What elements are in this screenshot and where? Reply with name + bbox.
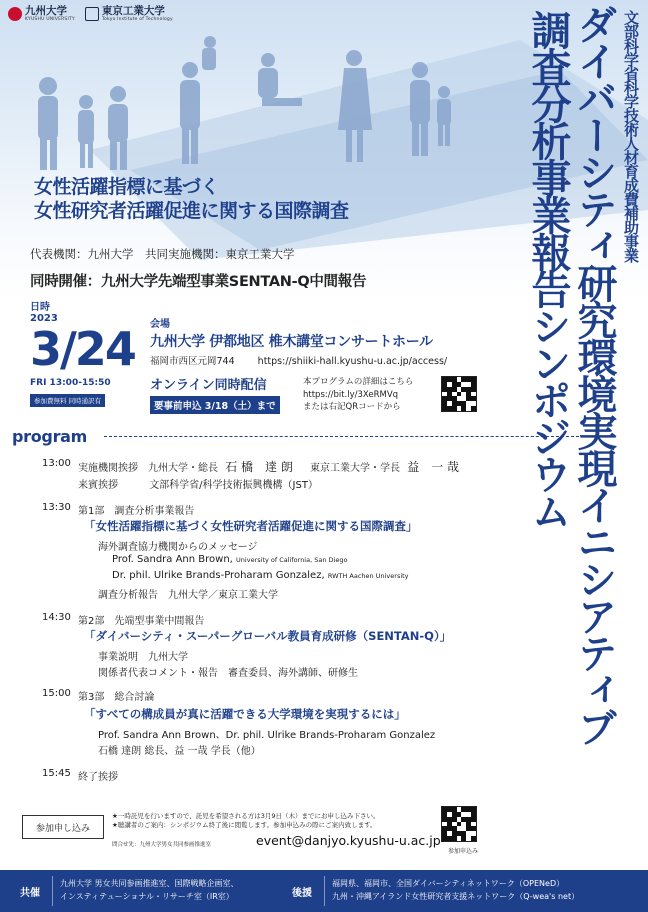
subtitle-line2: 女性研究者活躍促進に関する国際調査: [34, 200, 349, 222]
tokyotech-logo-en: Tokyo Institute of Technology: [101, 16, 173, 22]
guest-remarks: [78, 476, 318, 491]
supporter-label: 後援: [292, 888, 312, 899]
event-date: 3/24: [30, 322, 135, 376]
venue-address: 福岡市西区元岡744: [150, 356, 235, 367]
footer-sponsors: [0, 870, 648, 912]
online-stream-block: [150, 374, 280, 414]
event-time: FRI 13:00-15:50: [30, 378, 111, 388]
registration-qr-caption: 参加申込み: [448, 848, 479, 855]
institution-logos: [8, 6, 173, 22]
program-details-label: 本プログラムの詳細はこちら: [303, 377, 414, 387]
part3-heading: 第3部 総合討論: [78, 692, 155, 703]
kyushu-logo: [8, 6, 75, 22]
opening-remarks-tokyotech: 東京工業大学・学長: [310, 463, 401, 474]
cohost-line1: 九州大学 男女共同参画推進室、国際戦略企画室、: [60, 879, 239, 888]
opening-remarks: [78, 458, 459, 475]
contact-email[interactable]: event@danjyo.kyushu-u.ac.jp: [256, 833, 441, 848]
footer-divider-2: [324, 876, 325, 906]
tokyotech-logo-jp: 東京工業大学: [101, 5, 165, 17]
part2-heading: 第2部 先端型事業中間報告: [78, 616, 205, 627]
part1-heading: 第1部 調査分析事業報告: [78, 506, 195, 517]
tokyotech-logo: [85, 6, 173, 22]
program-header: [0, 428, 648, 446]
childcare-note: ★一時託児を行いますので、託児を希望される方は3月9日（木）までにお申し込み下さい。: [112, 812, 380, 820]
registration-notes: [112, 812, 379, 830]
date-label: 日時: [30, 302, 50, 313]
opening-remarks-kyushu: 実施機関挨拶 九州大学・総長: [78, 463, 218, 474]
time-1300: 13:00: [42, 458, 71, 469]
time-1545: 15:45: [42, 768, 71, 779]
overseas-message: 海外調査協力機関からのメッセージ: [98, 542, 258, 553]
free-admission-badge: 参加費無料 同時通訳有: [30, 394, 105, 407]
main-title-line1: ダイバーシティ研究環境実現イニシアティブ: [571, 4, 617, 744]
registration-button[interactable]: 参加申し込み: [22, 815, 104, 839]
venue-block: [150, 315, 490, 367]
venue-url-link[interactable]: https://shiiki-hall.kyushu-u.ac.jp/access/: [257, 356, 448, 367]
panelists-1: Prof. Sandra Ann Brown、Dr. phil. Ulrike Brands-Proharam Gonzalez: [98, 730, 436, 741]
date-block: [30, 298, 150, 407]
speaker-gonzalez-name: Dr. phil. Ulrike Brands-Proharam Gonzalez,: [112, 570, 325, 581]
guest-remarks-org: 文部科学省/科学技術振興機構（JST）: [149, 480, 318, 491]
time-1500: 15:00: [42, 688, 71, 699]
speaker-gonzalez: [112, 570, 409, 581]
program-heading: program: [12, 427, 88, 446]
qr-module: [471, 406, 476, 411]
footer-divider-1: [52, 876, 53, 906]
qr-module: [471, 836, 476, 841]
kyushu-logo-jp: 九州大学: [25, 5, 67, 17]
speaker-brown-name: Prof. Sandra Ann Brown,: [112, 554, 233, 565]
cohost-label: 共催: [20, 888, 40, 899]
program-qr-code-icon[interactable]: [441, 376, 477, 412]
time-1430: 14:30: [42, 612, 71, 623]
program-details-info: [303, 376, 413, 414]
kyushu-logo-en: KYUSHU UNIVERSITY: [25, 16, 75, 22]
supporter-line1: 福岡県、福岡市、全国ダイバーシティネットワーク（OPENeD）: [332, 879, 565, 888]
survey-report: 調査分析報告 九州大学／東京工業大学: [98, 590, 278, 601]
speaker-brown-affiliation: University of California, San Diego: [236, 556, 348, 564]
tokyotech-emblem-icon: [85, 7, 99, 21]
date-year: 2023: [30, 313, 58, 324]
subtitle-line1: 女性活躍指標に基づく: [34, 176, 220, 198]
registration-deadline-badge: 要事前申込 3/18（土）まで: [150, 396, 280, 414]
program-details-link[interactable]: https://bit.ly/3XeRMVq: [303, 389, 399, 400]
program-details-qr-note: または右記QRコードから: [303, 402, 401, 412]
program-divider: [104, 436, 584, 437]
speaker-ishibashi: 石 橋 達 朗: [225, 460, 293, 474]
time-1330: 13:30: [42, 502, 71, 513]
online-stream-title: オンライン同時配信: [150, 378, 267, 393]
part3-title: 「すべての構成員が真に活躍できる大学環境を実現するには」: [84, 707, 406, 721]
concurrent-event: 同時開催：九州大学先端型事業SENTAN-Q中間報告: [30, 274, 367, 290]
venue-address-line: [150, 353, 490, 367]
project-explanation: 事業説明 九州大学: [98, 652, 188, 663]
viewing-note: ★聴講者のご案内：シンポジウム終了後に閲覧します。参加申込みの際にご案内致します。: [112, 821, 377, 829]
part2-title: 「ダイバーシティ・スーパーグローバル教員育成研修（SENTAN-Q）」: [84, 629, 452, 643]
registration-qr-code-icon[interactable]: [441, 806, 477, 842]
kyushu-emblem-icon: [8, 7, 22, 21]
inquiry-office: 問合せ先：九州大学男女共同参画推進室: [112, 842, 212, 848]
cohost-line2: インスティテューショナル・リサーチ室（IR室）: [60, 892, 234, 901]
supporter-line2: 九州・沖縄アイランド女性研究者支援ネットワーク（Q-wea's net）: [332, 892, 580, 901]
part1-title: 「女性活躍指標に基づく女性研究者活躍促進に関する国際調査」: [84, 519, 418, 533]
panelists-2: 石橋 達朗 総長、益 一哉 学長（他）: [98, 746, 261, 757]
research-subtitle: [34, 175, 349, 223]
closing-remarks: 終了挨拶: [78, 772, 118, 783]
stakeholder-comments: 関係者代表コメント・報告 審査委員、海外講師、研修生: [98, 668, 358, 679]
speaker-brown: [112, 554, 347, 565]
sponsor-program-title: 文部科学省科学技術人材育成費補助事業: [622, 10, 640, 262]
guest-remarks-label: 来賓挨拶: [78, 480, 118, 491]
main-title-line2: 調査分析事業報告シンポジウム: [525, 10, 571, 528]
speaker-gonzalez-affiliation: RWTH Aachen University: [327, 572, 409, 580]
organizing-institutions: 代表機関：九州大学 共同実施機関：東京工業大学: [30, 247, 295, 261]
venue-name: 九州大学 伊都地区 椎木講堂コンサートホール: [150, 334, 433, 350]
speaker-masu: 益 一 哉: [407, 460, 460, 474]
venue-label: 会場: [150, 319, 170, 330]
